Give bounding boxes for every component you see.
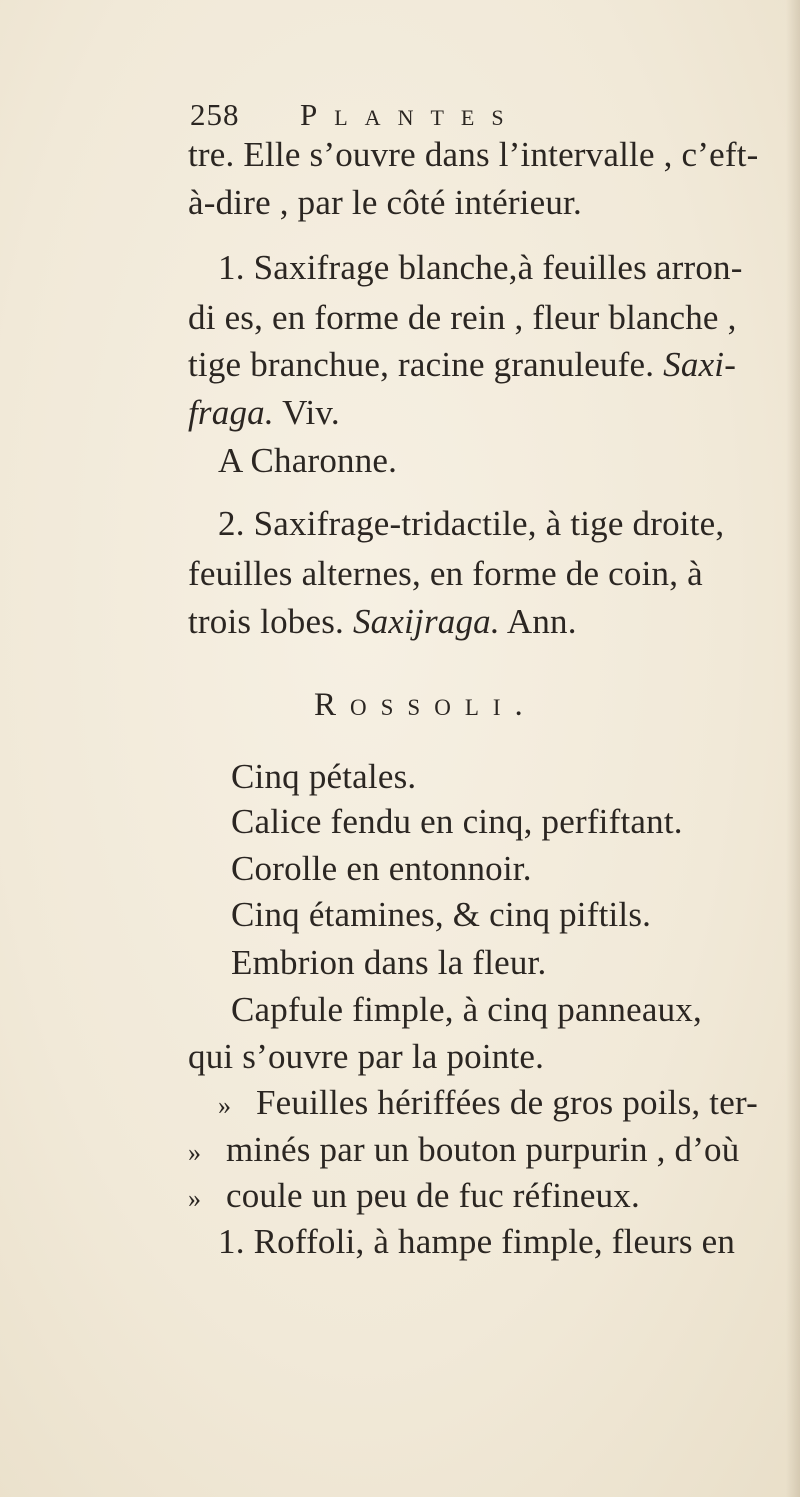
character-line: Cinq pétales. [231, 757, 417, 796]
text-line: 2. Saxifrage-tridactile, à tige droite, [218, 504, 725, 543]
quoted-line [188, 1130, 739, 1173]
latin-name: Saxijraga. [352, 602, 500, 641]
latin-name: Saxi- [663, 345, 737, 384]
text-line: feuilles alternes, en forme de coin, à [188, 554, 703, 593]
character-line: Calice fendu en cinq, perfiftant. [231, 802, 683, 841]
text-line [188, 602, 577, 642]
text-span: Feuilles hériffées de gros poils, ter- [256, 1083, 758, 1122]
character-line: Corolle en entonnoir. [231, 849, 532, 888]
section-heading: Rossoli. [314, 687, 537, 723]
running-title: Plantes [300, 97, 521, 132]
quoted-line [188, 1176, 640, 1219]
character-line: Capfule fimple, à cinq panneaux, [231, 990, 702, 1029]
quote-mark: » [218, 1091, 232, 1120]
latin-name: fraga. [188, 393, 274, 432]
quote-mark: » [188, 1184, 202, 1213]
text-line: 1. Saxifrage blanche,à feuilles arron- [218, 248, 743, 287]
text-line: 1. Roffoli, à hampe fimple, fleurs en [218, 1222, 736, 1261]
page-header [190, 97, 521, 133]
quoted-line [218, 1083, 758, 1126]
character-line: Cinq étamines, & cinq piftils. [231, 895, 652, 934]
text-line: tre. Elle s’ouvre dans l’intervalle , c’eft- [188, 135, 759, 174]
text-line: di es, en forme de rein , fleur blanche , [188, 298, 737, 337]
character-line: qui s’ouvre par la pointe. [188, 1037, 545, 1076]
text-span: Viv. [273, 393, 340, 432]
character-line: Embrion dans la fleur. [231, 943, 547, 982]
text-span: trois lobes. [188, 602, 353, 641]
page-edge-shadow [786, 0, 800, 1497]
text-line: à-dire , par le côté intérieur. [188, 183, 582, 222]
page-number: 258 [190, 97, 240, 132]
text-span: coule un peu de fuc réfineux. [226, 1176, 640, 1215]
text-span: tige branchue, racine granuleufe. [188, 345, 664, 384]
quote-mark: » [188, 1138, 202, 1167]
text-line: A Charonne. [218, 441, 398, 480]
text-span: minés par un bouton purpurin , d’où [226, 1130, 740, 1169]
text-line [188, 393, 340, 433]
text-line [188, 345, 736, 385]
text-span: Ann. [499, 602, 577, 641]
